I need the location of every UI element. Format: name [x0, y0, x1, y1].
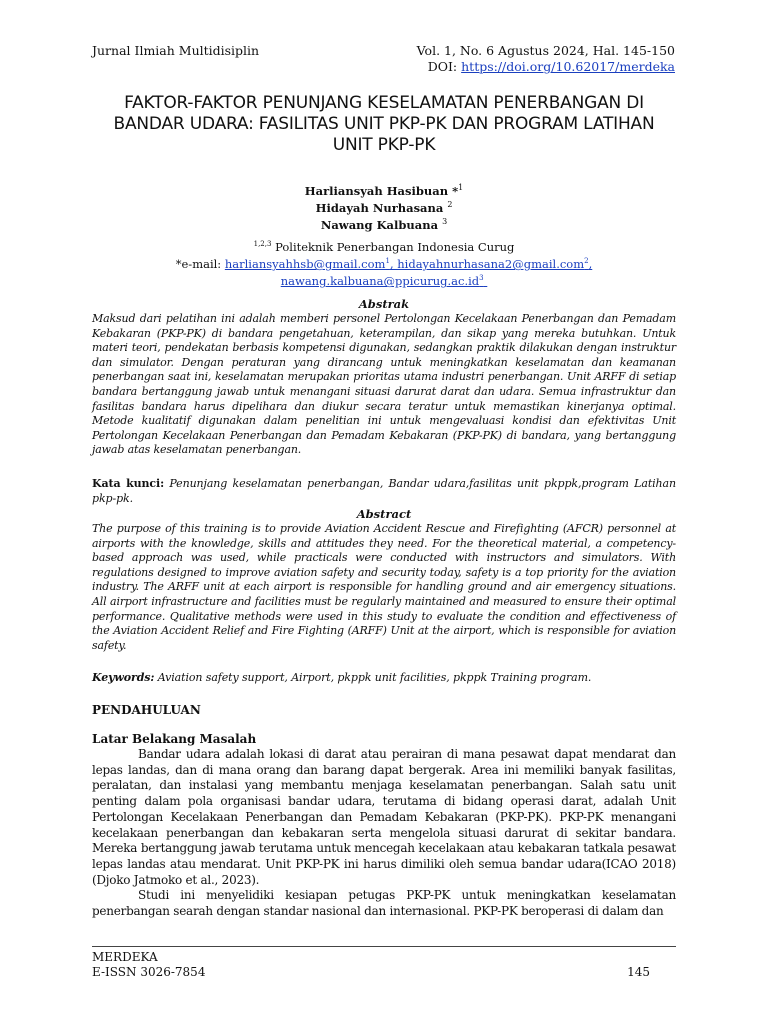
- author-2: [92, 198, 676, 215]
- kata-kunci-label: Kata kunci:: [92, 477, 165, 490]
- keywords: [92, 671, 676, 686]
- abstract-heading: Abstract: [356, 507, 412, 521]
- paragraph-1: Bandar udara adalah lokasi di darat atau perairan di mana pesawat dapat mendarat dan lepas landas, dan di mana orang dan barang dapat bergerak. Area ini memiliki banyak fasilitas, peralatan, dan instalasi yang membantu menjaga keselamatan penerbangan. Salah satu unit penting dalam pola organisasi bandar udara, terutama di bidang operasi darat, adalah Unit Pertolongan Kecelakaan Penerbangan dan Pemadam Kebakaran (PKP-PK). PKP-PK menangani kecelakaan penerbangan dan kebakaran serta mengelola situasi darurat di sekitar bandara. Mereka bertanggung jawab terutama untuk mencegah kecelakaan atau kebakaran tatkala pesawat lepas landas atau mendarat. Unit PKP-PK ini harus dimiliki oleh semua bandar udara(ICAO 2018)(Djoko Jatmoko et al., 2023).: [92, 747, 676, 887]
- author-1: [92, 181, 676, 198]
- page-number: 145: [627, 965, 650, 979]
- author-list: [92, 181, 676, 231]
- body-text: [92, 747, 676, 920]
- volume-info: Vol. 1, No. 6 Agustus 2024, Hal. 145-150: [416, 43, 675, 58]
- author-3-sup: 3: [442, 216, 448, 226]
- author-1-name: Harliansyah Hasibuan *: [304, 183, 459, 198]
- email-line: [92, 254, 676, 271]
- institution-name: Politeknik Penerbangan Indonesia Curug: [271, 239, 515, 254]
- abstract-text: The purpose of this training is to provide Aviation Accident Rescue and Firefighting (AFCR) personnel at airports with the knowledge, skills and attitudes they need. For the theoretical material, a competency-based approach was used, while practicals were conducted with instructors and simulators. With regulations designed to improve aviation safety and security today, safety is a top priority for the aviation industry. The ARFF unit at each airport is responsible for handling ground and air emergency situations. All airport infrastructure and facilities must be regularly maintained and measured to ensure their optimal performance. Qualitative methods were used in this study to evaluate the condition and effectiveness of the Aviation Accident Relief and Fire Fighting (ARFF) Unit at the airport, which is responsible for aviation safety.: [92, 522, 676, 652]
- footer-left: [92, 950, 205, 980]
- paper-title: FAKTOR-FAKTOR PENUNJANG KESELAMATAN PENERBANGAN DI BANDAR UDARA: FASILITAS UNIT PKP-PK DAN PROGRAM LATIHAN UNIT PKP-PK: [113, 93, 655, 155]
- affiliation-block: [92, 237, 676, 289]
- affiliation-sup: 1,2,3: [253, 240, 272, 248]
- doi-link[interactable]: https://doi.org/10.62017/merdeka: [461, 59, 675, 74]
- author-3-name: Nawang Kalbuana: [320, 217, 443, 232]
- affiliation-institution: [92, 237, 676, 254]
- subsection-heading: Latar Belakang Masalah: [92, 732, 257, 746]
- kata-kunci: [92, 477, 676, 506]
- section-heading: PENDAHULUAN: [92, 703, 201, 717]
- keywords-label: Keywords:: [92, 671, 155, 684]
- doi-label: DOI:: [427, 59, 462, 74]
- email-label: *e-mail:: [175, 257, 225, 272]
- kata-kunci-text: Penunjang keselamatan penerbangan, Bandar udara,fasilitas unit pkppk,program Latihan pkp-pk.: [92, 477, 676, 505]
- journal-info: [417, 43, 675, 75]
- email-link-3[interactable]: $nawang.kalbuana@ppicurug.ac.id^3$: [280, 274, 484, 289]
- author-1-sup: 1: [458, 183, 464, 192]
- footer-divider: [92, 946, 676, 947]
- doi-line: [417, 59, 675, 75]
- author-2-sup: 2: [447, 199, 453, 209]
- keywords-text: Aviation safety support, Airport, pkppk unit facilities, pkppk Training program.: [154, 671, 592, 684]
- paragraph-2: Studi ini menyelidiki kesiapan petugas PKP-PK untuk meningkatkan keselamatan penerbangan searah dengan standar nasional dan internasional. PKP-PK beroperasi di dalam dan: [92, 888, 676, 919]
- abstrak-heading: Abstrak: [358, 297, 410, 311]
- email-link-1[interactable]: harliansyahhsb@gmail.com$^1$, hidayahnurhasana2@gmail.com$^2$,: [224, 257, 593, 272]
- footer-journal: MERDEKA: [92, 950, 158, 964]
- abstrak-text: Maksud dari pelatihan ini adalah memberi personel Pertolongan Kecelakaan Penerbangan dan Pemadam Kebakaran (PKP-PK) di bandara pengetahuan, keterampilan, dan sikap yang mereka butuhkan. Untuk materi teori, pendekatan berbasis kompetensi digunakan, sedangkan praktik dilakukan dengan instruktur dan simulator. Dengan peraturan yang dirancang untuk meningkatkan keselamatan dan keamanan penerbangan saat ini, keselamatan merupakan prioritas utama industri penerbangan. Unit ARFF di setiap bandara bertanggung jawab untuk menangani situasi darurat darat dan udara. Semua infrastruktur dan fasilitas bandara harus dipelihara dan diukur secara teratur untuk memastikan kinerjanya optimal. Metode kualitatif digunakan dalam penelitian ini untuk mengevaluasi kondisi dan efektivitas Unit Pertolongan Kecelakaan Penerbangan dan Pemadam Kebakaran (PKP-PK) di bandara, yang bertanggung jawab atas keselamatan penerbangan.: [92, 312, 676, 457]
- footer-issn: E-ISSN 3026-7854: [92, 965, 206, 979]
- email-line-2: [92, 272, 676, 289]
- author-2-name: Hidayah Nurhasana: [315, 200, 448, 215]
- author-3: [92, 215, 676, 232]
- journal-name: Jurnal Ilmiah Multidisiplin: [92, 43, 260, 58]
